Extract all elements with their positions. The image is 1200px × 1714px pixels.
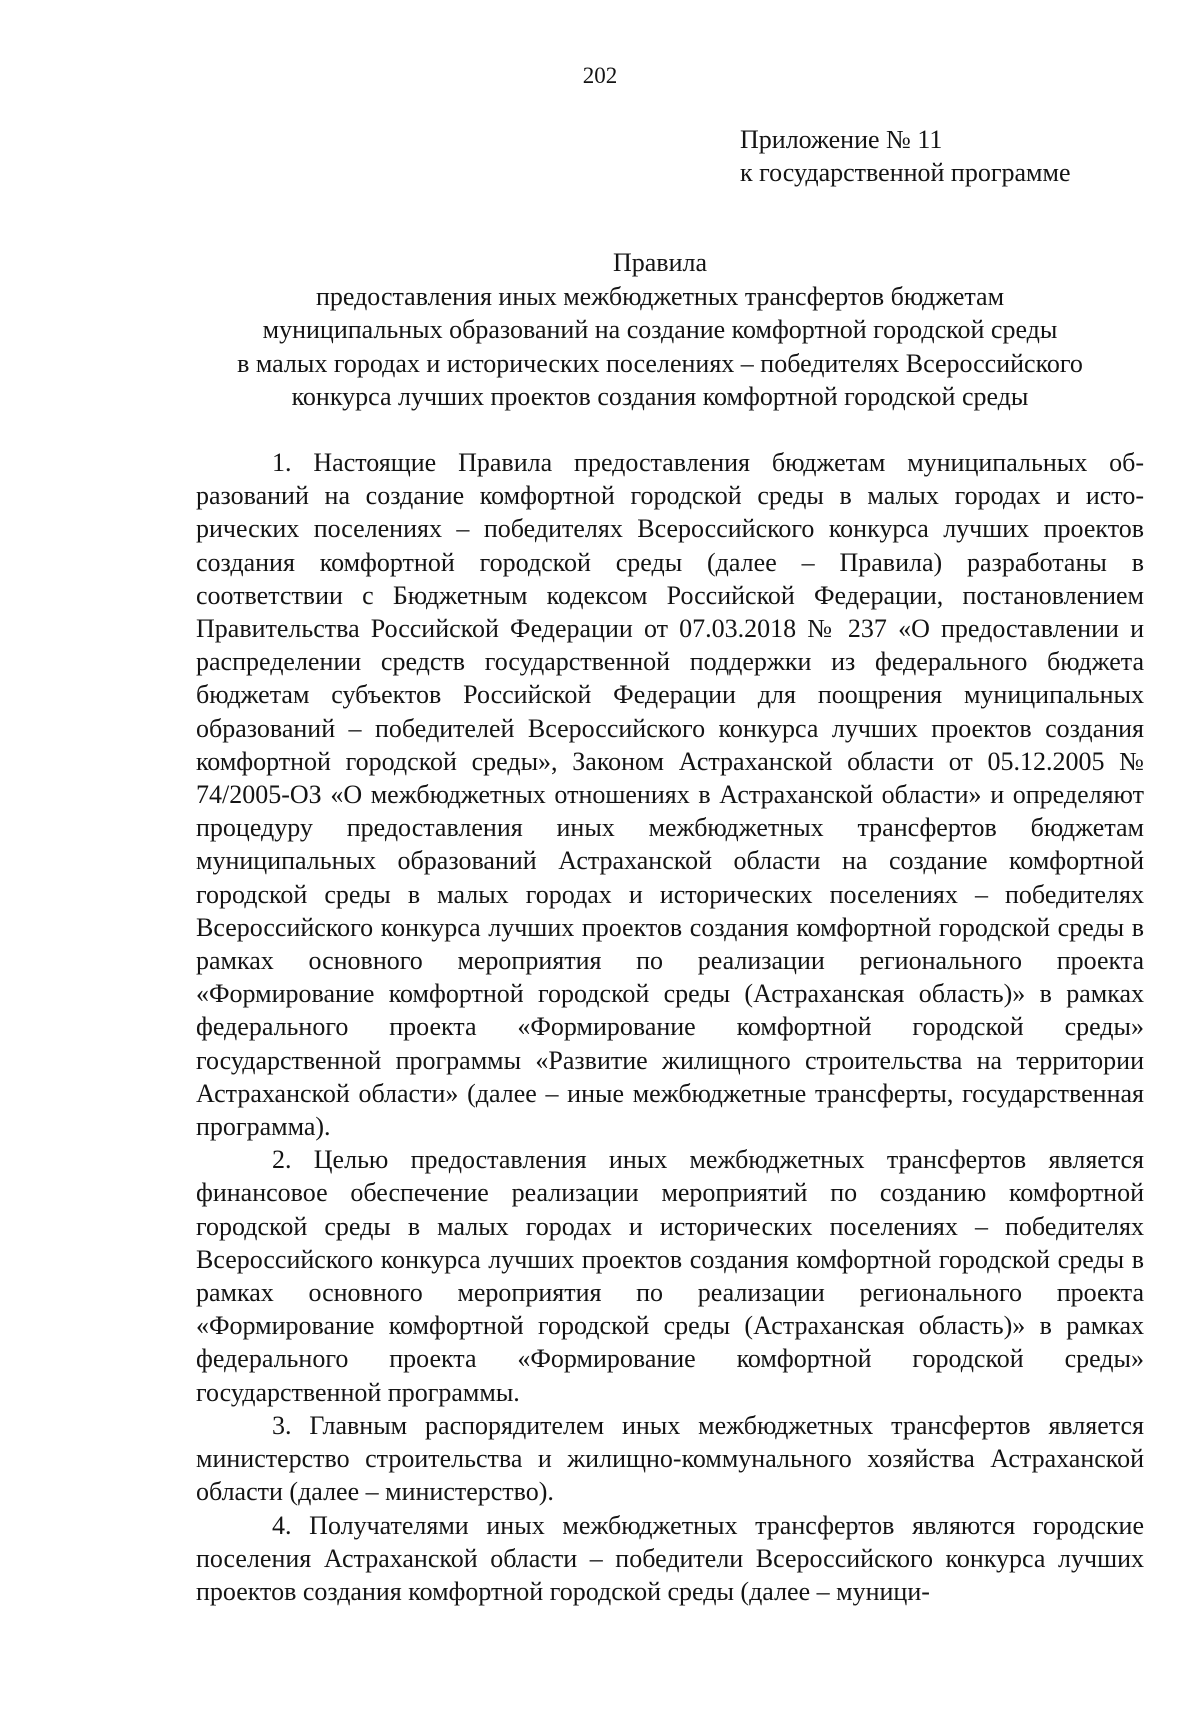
title-line: конкурса лучших проектов создания комфортной городской среды <box>291 382 1029 411</box>
appendix-note <box>740 123 1160 189</box>
paragraph-2: 2. Целью предоставления иных межбюджетных трансфертов является финансовое обеспечение реализации мероприятий по созданию комфортной городской среды в малых городах и исторических поселениях – победителях Всероссийского конкурса лучших проектов создания комфортной городской среды в рамках основного мероприятия по реализации регионального проекта «Формирование комфортной городской среды (Астраханская область)» в рамках федерального проекта «Формирование комфортной городской среды» государственной программы. <box>196 1145 1144 1407</box>
paragraph-1: 1. Настоящие Правила предоставления бюджетам муниципальных образований на создание комфортной городской среды в малых городах и исторических поселениях – победителях Всероссийского конкурса лучших проектов создания комфортной городской среды (далее – Правила) разработаны в соответствии с Бюджетным кодексом Российской Федерации, постановлением Правительства Российской Федерации от 07.03.2018 № 237 «О предоставлении и распределении средств государственной поддержки из федерального бюджета бюджетам субъектов Российской Федерации для поощрения муниципальных образований – победителей Всероссийского конкурса лучших проектов создания комфортной городской среды», Законом Астраханской области от 05.12.2005 № 74/2005-ОЗ «О межбюджетных отношениях в Астраханской области» и определяют процедуру предоставления иных межбюджетных трансфертов бюджетам муниципальных образований Астраханской области на создание комфортной городской среды в малых городах и исторических поселениях – победителях Всероссийского конкурса лучших проектов создания комфортной городской среды в рамках основного мероприятия по реализации регионального проекта «Формирование комфортной городской среды (Астраханская область)» в рамках федерального проекта «Формирование комфортной городской среды» государственной программы «Развитие жилищного строительства на территории Астраханской области» (далее – иные межбюджетные трансферты, государственная программа). <box>196 448 1144 1142</box>
title-line: предоставления иных межбюджетных трансфертов бюджетам <box>315 281 1005 311</box>
document-body <box>196 446 1144 1608</box>
appendix-line-1: Приложение № 11 <box>740 125 943 154</box>
appendix-line-2: к государственной программе <box>740 158 1071 187</box>
title-line: муниципальных образований на создание комфортной городской среды <box>262 315 1058 344</box>
paragraph-3: 3. Главным распорядителем иных межбюджетных трансфертов является министерство строительства и жилищно-коммунального хозяйства Астраханской области (далее – министерство). <box>196 1410 1144 1507</box>
title-line: в малых городах и исторических поселениях – победителях Всероссийского <box>237 348 1083 378</box>
document-title <box>150 246 1170 414</box>
page-number: 202 <box>582 63 618 88</box>
title-heading: Правила <box>612 248 708 277</box>
paragraph-4: 4. Получателями иных межбюджетных трансфертов являются городские поселения Астраханской области – победители Всероссийского конкурса лучших проектов создания комфортной городской среды (далее – муници- <box>196 1510 1144 1606</box>
